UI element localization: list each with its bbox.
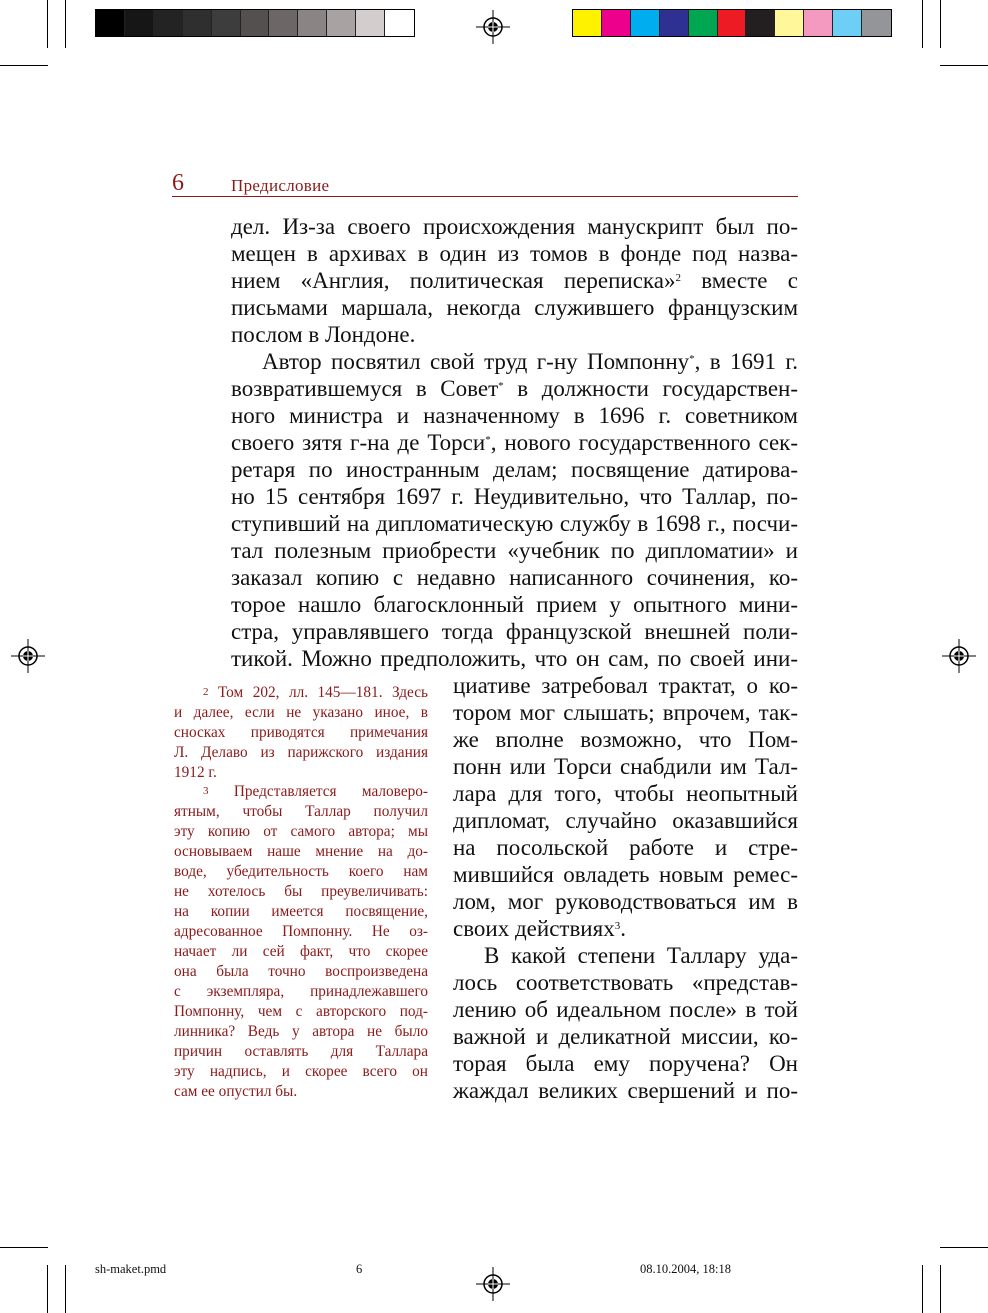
footnote-line-text: воде, убедительность коего нам [174, 863, 428, 880]
color-swatch [746, 10, 775, 36]
gray-ramp-bar [95, 9, 415, 37]
body-line [231, 267, 798, 294]
body-line-text: нием «Англия, политическая переписка» [231, 268, 676, 293]
body-line-text: торое нашло благосклонный прием у опытного мини- [231, 592, 798, 617]
registration-mark-top-icon [476, 10, 510, 44]
body-line-text: дипломат, случайно оказавшийся [453, 808, 798, 833]
body-line [484, 942, 798, 969]
body-line-text: тикой. Можно предположить, что он сам, по своей ини- [231, 646, 798, 671]
footnote-3-line [174, 1042, 428, 1062]
star-note-ref: * [485, 434, 491, 446]
footnote-3-line [174, 1082, 428, 1102]
body-line-text: ретаря по иностранным делам; посвящение датирова- [231, 457, 798, 482]
footnote-3-line [174, 802, 428, 822]
body-line [231, 591, 798, 618]
footnote-line-text: 1912 г. [174, 764, 217, 781]
footnote-3-line [174, 982, 428, 1002]
footnote-line-text: и далее, если не указано иное, в [174, 704, 428, 721]
footnote-line-text: Том 202, лл. 145—181. Здесь [217, 684, 428, 701]
body-line-text: . [620, 916, 626, 941]
slug-filename: sh-maket.pmd [95, 1262, 167, 1276]
footnote-3-line [174, 962, 428, 982]
body-line [231, 510, 798, 537]
body-line-text: письмами маршала, некогда служившего французским [231, 295, 798, 320]
registration-mark-right-icon [942, 639, 976, 673]
crop-mark-top-left-v2 [65, 0, 66, 48]
body-line [231, 456, 798, 483]
footnote-line-text: начает ли сей факт, что скорее [174, 943, 428, 960]
color-swatch [862, 10, 891, 36]
footnote-line-text: не хотелось бы преувеличивать: [174, 883, 428, 900]
body-line [231, 645, 798, 672]
body-line-text: , нового государственного сек- [490, 430, 798, 455]
crop-mark-top-right-v [940, 0, 941, 48]
body-line-text: жаждал великих свершений и по- [453, 1078, 798, 1103]
body-line-text: понн или Торси снабдили им Тал- [453, 754, 798, 779]
body-line-text: циативе затребовал трактат, о ко- [453, 673, 798, 698]
crop-mark-top-left-h [0, 65, 48, 66]
body-line-text: своего зятя г-на де Торси [231, 430, 486, 455]
color-swatch [602, 10, 631, 36]
body-line [453, 1077, 798, 1104]
body-line-text: Автор посвятил свой труд г-ну Помпонну [262, 349, 690, 374]
body-line-text: важной и деликатной миссии, ко- [453, 1024, 798, 1049]
footnote-line-text: ятным, чтобы Таллар получил [174, 803, 428, 820]
color-swatch [660, 10, 689, 36]
registration-mark-left-icon [11, 639, 45, 673]
footnote-3-line [174, 862, 428, 882]
crop-mark-bottom-left-v [47, 1265, 48, 1313]
body-line [231, 375, 798, 402]
footnote-ref-3: 3 [614, 920, 621, 932]
color-swatch [573, 10, 602, 36]
body-line [453, 1023, 798, 1050]
footnote-line-text: основываем наше мнение на до- [174, 843, 428, 860]
body-line [453, 888, 798, 915]
header-rule [172, 196, 798, 197]
color-swatch [154, 10, 183, 36]
slug-page: 6 [356, 1262, 363, 1276]
body-line [453, 861, 798, 888]
body-line-text: торая была ему поручена? Он [453, 1051, 798, 1076]
body-line-text: же вполне возможно, что Пом- [453, 727, 798, 752]
body-line [231, 402, 798, 429]
slug-timestamp: 08.10.2004, 18:18 [640, 1262, 731, 1276]
body-line [453, 969, 798, 996]
footnote-line-text: на копии имеется посвящение, [174, 903, 428, 920]
color-swatch [833, 10, 862, 36]
crop-mark-bottom-right-h [940, 1247, 988, 1248]
body-line [231, 213, 798, 240]
body-line [231, 294, 798, 321]
body-line [231, 618, 798, 645]
footnote-2-line [174, 763, 428, 783]
footnote-3-line [174, 822, 428, 842]
page-number: 6 [172, 170, 184, 196]
color-swatch [327, 10, 356, 36]
footnote-3-line [174, 922, 428, 942]
body-line [453, 672, 798, 699]
footnote-3-line [174, 1022, 428, 1042]
color-swatch [125, 10, 154, 36]
footnote-3-line [174, 1062, 428, 1082]
footnote-line-text: эту копию от самого автора; мы [174, 823, 428, 840]
footnote-line-text: Л. Делаво из парижского издания [174, 744, 428, 761]
body-line-text: своих действиях [453, 916, 615, 941]
body-line [262, 348, 798, 375]
color-swatch [689, 10, 718, 36]
body-line-text: в должности государствен- [503, 376, 798, 401]
body-line-text: стра, управлявшего тогда французской внешней поли- [231, 619, 798, 644]
color-swatch [269, 10, 298, 36]
body-line [453, 996, 798, 1023]
body-line-text: на посольской работе и стре- [453, 835, 798, 860]
body-line [231, 564, 798, 591]
body-line [453, 726, 798, 753]
crop-mark-bottom-right-v [940, 1265, 941, 1313]
footnote-3-line [203, 782, 428, 802]
star-note-ref: * [498, 380, 504, 392]
footnote-line-text: эту надпись, и скорее всего он [174, 1063, 428, 1080]
body-line-text: , в 1691 г. [694, 349, 799, 374]
footnote-ref-2: 2 [675, 272, 681, 284]
body-line [453, 834, 798, 861]
color-swatch [775, 10, 804, 36]
color-swatch [183, 10, 212, 36]
crop-mark-top-right-h [940, 65, 988, 66]
footnote-line-text: Представляется маловеро- [233, 783, 428, 800]
color-swatch [356, 10, 385, 36]
crop-mark-top-right-v2 [922, 0, 923, 48]
footnote-3-line [174, 842, 428, 862]
body-line [231, 429, 798, 456]
body-line [453, 780, 798, 807]
body-line-text: вместе с [680, 268, 799, 293]
color-swatch [631, 10, 660, 36]
color-swatch [298, 10, 327, 36]
body-line-text: В какой степени Таллару уда- [484, 943, 798, 968]
color-swatch [385, 10, 414, 36]
footnote-3-line [174, 942, 428, 962]
body-line-text: лара для того, чтобы неопытный [453, 781, 798, 806]
body-line-text: но 15 сентября 1697 г. Неудивительно, что Таллар, по- [231, 484, 798, 509]
footnote-line-text: линника? Ведь у автора не было [174, 1023, 428, 1040]
color-swatch [212, 10, 241, 36]
body-line-text: заказал копию с недавно написанного сочинения, ко- [231, 565, 798, 590]
body-line [453, 807, 798, 834]
crop-mark-bottom-left-h [0, 1247, 48, 1248]
footnote-3-mark: 3 [203, 785, 209, 797]
body-line-text: послом в Лондоне. [231, 322, 416, 347]
running-title: Предисловие [231, 176, 330, 195]
footnote-2-line [203, 683, 428, 703]
footnote-line-text: сам ее опустил бы. [174, 1083, 298, 1100]
color-swatch [718, 10, 747, 36]
body-line-text: тором мог слышать; впрочем, так- [453, 700, 798, 725]
footnote-line-text: с экземпляра, принадлежавшего [174, 983, 428, 1000]
footnote-2-line [174, 723, 428, 743]
body-line [453, 753, 798, 780]
body-line [231, 537, 798, 564]
body-line [453, 1050, 798, 1077]
star-note-ref: * [689, 353, 695, 365]
body-line-text: тал полезным приобрести «учебник по дипломатии» и [231, 538, 798, 563]
color-swatch [241, 10, 270, 36]
registration-mark-bottom-icon [476, 1267, 510, 1301]
color-swatch [96, 10, 125, 36]
body-line [231, 483, 798, 510]
body-line-text: возвратившемуся в Совет [231, 376, 499, 401]
body-line [453, 699, 798, 726]
color-patch-bar [572, 9, 892, 37]
body-line [231, 321, 798, 348]
footnote-3-line [174, 1002, 428, 1022]
body-line [231, 240, 798, 267]
footnote-2-mark: 2 [203, 686, 209, 698]
crop-mark-bottom-left-v2 [65, 1265, 66, 1313]
body-line-text: ступивший на дипломатическую службу в 1698 г., посчи- [231, 511, 798, 536]
color-swatch [804, 10, 833, 36]
body-line-text: мившийся овладеть новым ремес- [453, 862, 798, 887]
footnote-line-text: адресованное Помпонну. Не оз- [174, 923, 428, 940]
footnote-line-text: причин оставлять для Таллара [174, 1043, 428, 1060]
footnote-2-line [174, 703, 428, 723]
footnote-line-text: Помпонну, чем с авторского под- [174, 1003, 428, 1020]
body-line-text: лось соответствовать «представ- [453, 970, 798, 995]
body-line-text: мещен в архивах в один из томов в фонде под назва- [231, 241, 798, 266]
body-line-text: ного министра и назначенному в 1696 г. советником [231, 403, 798, 428]
crop-mark-top-left-v [47, 0, 48, 48]
footnote-line-text: сносках приводятся примечания [174, 724, 428, 741]
body-line-text: лом, мог руководствоваться им в [453, 889, 798, 914]
footnote-line-text: она была точно воспроизведена [174, 963, 428, 980]
footnote-3-line [174, 882, 428, 902]
body-line [453, 915, 798, 942]
footnote-3-line [174, 902, 428, 922]
body-line-text: дел. Из-за своего происхождения манускрипт был по- [231, 214, 798, 239]
body-line-text: лению об идеальном после» в той [453, 997, 798, 1022]
footnote-2-line [174, 743, 428, 763]
crop-mark-bottom-right-v2 [922, 1265, 923, 1313]
